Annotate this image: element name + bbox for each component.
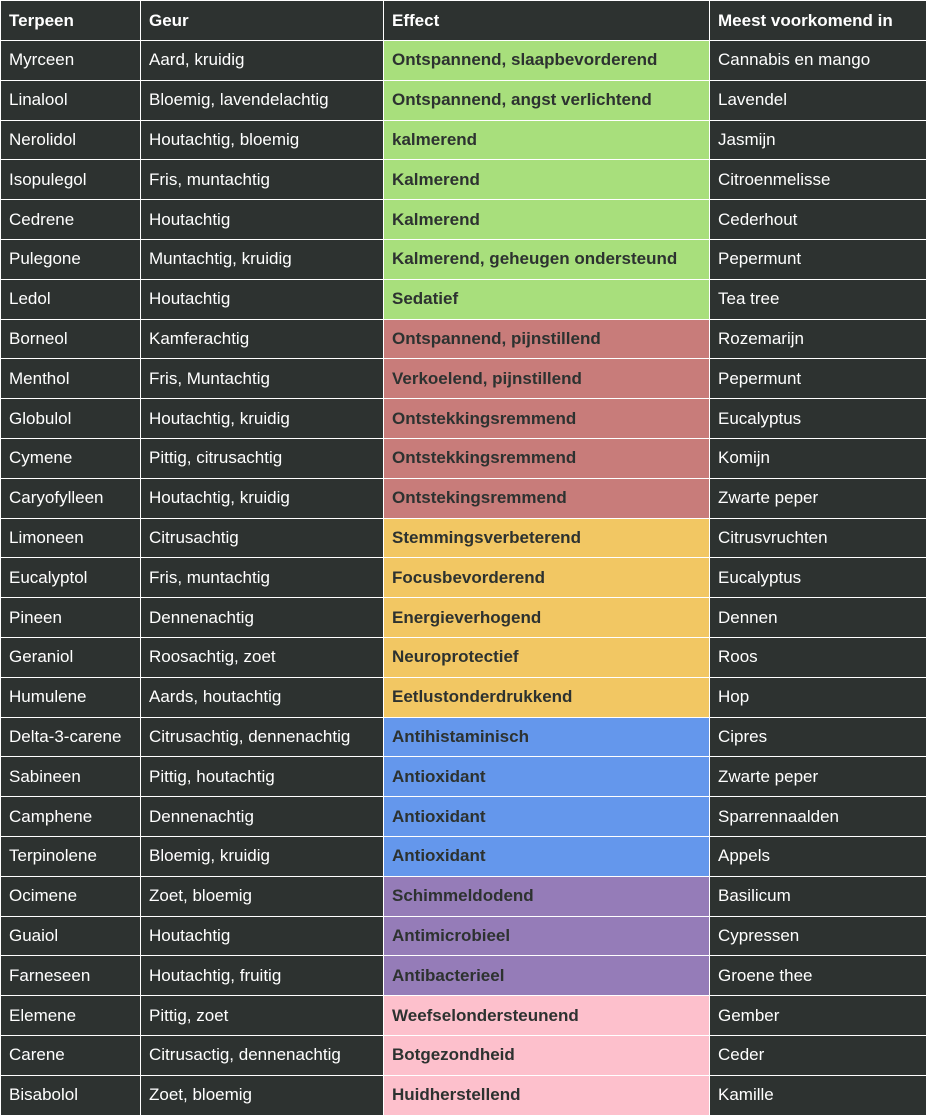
cell-terpeen: Guaiol [1,916,141,956]
cell-meest-voorkomend-in: Roos [710,637,926,677]
table-row [1,319,926,359]
table-row [1,239,926,279]
cell-geur: Bloemig, kruidig [141,836,384,876]
table-row [1,1075,926,1115]
cell-effect: Focusbevorderend [384,558,710,598]
cell-meest-voorkomend-in: Cederhout [710,200,926,240]
cell-terpeen: Isopulegol [1,160,141,200]
table-row [1,717,926,757]
cell-terpeen: Menthol [1,359,141,399]
cell-meest-voorkomend-in: Zwarte peper [710,757,926,797]
cell-meest-voorkomend-in: Eucalyptus [710,399,926,439]
cell-terpeen: Cedrene [1,200,141,240]
cell-terpeen: Farneseen [1,956,141,996]
cell-terpeen: Camphene [1,797,141,837]
table-row [1,996,926,1036]
cell-effect: Ontstekkingsremmend [384,399,710,439]
cell-effect: Energieverhogend [384,598,710,638]
cell-geur: Houtachtig [141,279,384,319]
cell-meest-voorkomend-in: Cypressen [710,916,926,956]
table-row [1,438,926,478]
cell-effect: Ontspannend, angst verlichtend [384,80,710,120]
cell-effect: kalmerend [384,120,710,160]
cell-effect: Eetlustonderdrukkend [384,677,710,717]
cell-terpeen: Linalool [1,80,141,120]
cell-effect: Antimicrobieel [384,916,710,956]
cell-geur: Kamferachtig [141,319,384,359]
cell-terpeen: Humulene [1,677,141,717]
cell-effect: Kalmerend [384,200,710,240]
header-row [1,1,926,41]
cell-meest-voorkomend-in: Appels [710,836,926,876]
table-row [1,637,926,677]
cell-geur: Citrusachtig, dennenachtig [141,717,384,757]
cell-meest-voorkomend-in: Cipres [710,717,926,757]
cell-geur: Aards, houtachtig [141,677,384,717]
cell-meest-voorkomend-in: Dennen [710,598,926,638]
cell-terpeen: Eucalyptol [1,558,141,598]
cell-meest-voorkomend-in: Pepermunt [710,359,926,399]
cell-meest-voorkomend-in: Basilicum [710,876,926,916]
cell-geur: Fris, muntachtig [141,160,384,200]
cell-meest-voorkomend-in: Eucalyptus [710,558,926,598]
cell-terpeen: Ledol [1,279,141,319]
cell-effect: Schimmeldodend [384,876,710,916]
cell-meest-voorkomend-in: Sparrennaalden [710,797,926,837]
cell-geur: Houtachtig, kruidig [141,478,384,518]
cell-meest-voorkomend-in: Kamille [710,1075,926,1115]
table-row [1,120,926,160]
cell-effect: Kalmerend [384,160,710,200]
cell-meest-voorkomend-in: Tea tree [710,279,926,319]
table-header [1,1,926,41]
header-meest-voorkomend-in: Meest voorkomend in [710,1,926,41]
cell-terpeen: Myrceen [1,41,141,81]
cell-geur: Dennenachtig [141,598,384,638]
cell-terpeen: Geraniol [1,637,141,677]
cell-terpeen: Ocimene [1,876,141,916]
table-row [1,558,926,598]
header-effect: Effect [384,1,710,41]
cell-effect: Ontstekingsremmend [384,478,710,518]
table-row [1,757,926,797]
cell-geur: Bloemig, lavendelachtig [141,80,384,120]
cell-geur: Dennenachtig [141,797,384,837]
cell-effect: Botgezondheid [384,1035,710,1075]
table-row [1,160,926,200]
header-geur: Geur [141,1,384,41]
cell-effect: Huidherstellend [384,1075,710,1115]
table-row [1,1035,926,1075]
table-row [1,797,926,837]
cell-meest-voorkomend-in: Zwarte peper [710,478,926,518]
cell-geur: Fris, Muntachtig [141,359,384,399]
cell-meest-voorkomend-in: Cannabis en mango [710,41,926,81]
cell-terpeen: Nerolidol [1,120,141,160]
cell-meest-voorkomend-in: Citrusvruchten [710,518,926,558]
table-row [1,677,926,717]
cell-effect: Verkoelend, pijnstillend [384,359,710,399]
table-row [1,41,926,81]
cell-effect: Stemmingsverbeterend [384,518,710,558]
cell-effect: Kalmerend, geheugen ondersteund [384,239,710,279]
cell-geur: Zoet, bloemig [141,876,384,916]
cell-geur: Citrusactig, dennenachtig [141,1035,384,1075]
cell-effect: Antioxidant [384,757,710,797]
cell-meest-voorkomend-in: Groene thee [710,956,926,996]
table-row [1,478,926,518]
cell-terpeen: Cymene [1,438,141,478]
cell-terpeen: Globulol [1,399,141,439]
cell-geur: Muntachtig, kruidig [141,239,384,279]
cell-terpeen: Limoneen [1,518,141,558]
cell-geur: Fris, muntachtig [141,558,384,598]
table-row [1,916,926,956]
cell-effect: Antioxidant [384,797,710,837]
cell-terpeen: Terpinolene [1,836,141,876]
cell-effect: Ontspannend, pijnstillend [384,319,710,359]
cell-terpeen: Borneol [1,319,141,359]
cell-effect: Weefselondersteunend [384,996,710,1036]
table-row [1,518,926,558]
cell-effect: Ontspannend, slaapbevorderend [384,41,710,81]
cell-geur: Aard, kruidig [141,41,384,81]
cell-terpeen: Delta-3-carene [1,717,141,757]
cell-meest-voorkomend-in: Jasmijn [710,120,926,160]
table-row [1,956,926,996]
table-body [1,41,926,1116]
header-terpeen: Terpeen [1,1,141,41]
cell-terpeen: Sabineen [1,757,141,797]
cell-meest-voorkomend-in: Rozemarijn [710,319,926,359]
cell-geur: Roosachtig, zoet [141,637,384,677]
cell-meest-voorkomend-in: Gember [710,996,926,1036]
cell-terpeen: Carene [1,1035,141,1075]
table-row [1,836,926,876]
cell-geur: Zoet, bloemig [141,1075,384,1115]
table-row [1,399,926,439]
cell-geur: Houtachtig [141,916,384,956]
cell-meest-voorkomend-in: Citroenmelisse [710,160,926,200]
cell-geur: Houtachtig, kruidig [141,399,384,439]
cell-effect: Antibacterieel [384,956,710,996]
cell-terpeen: Pulegone [1,239,141,279]
cell-effect: Sedatief [384,279,710,319]
table-row [1,359,926,399]
table-row [1,279,926,319]
cell-geur: Houtachtig, bloemig [141,120,384,160]
cell-terpeen: Pineen [1,598,141,638]
table-row [1,80,926,120]
cell-meest-voorkomend-in: Ceder [710,1035,926,1075]
cell-geur: Houtachtig [141,200,384,240]
cell-meest-voorkomend-in: Komijn [710,438,926,478]
cell-geur: Pittig, zoet [141,996,384,1036]
cell-terpeen: Bisabolol [1,1075,141,1115]
cell-meest-voorkomend-in: Lavendel [710,80,926,120]
cell-effect: Antihistaminisch [384,717,710,757]
cell-geur: Citrusachtig [141,518,384,558]
table-row [1,200,926,240]
cell-geur: Pittig, houtachtig [141,757,384,797]
cell-terpeen: Elemene [1,996,141,1036]
cell-effect: Antioxidant [384,836,710,876]
cell-terpeen: Caryofylleen [1,478,141,518]
table-row [1,876,926,916]
cell-effect: Ontstekkingsremmend [384,438,710,478]
table-row [1,598,926,638]
cell-effect: Neuroprotectief [384,637,710,677]
cell-geur: Pittig, citrusachtig [141,438,384,478]
cell-geur: Houtachtig, fruitig [141,956,384,996]
cell-meest-voorkomend-in: Hop [710,677,926,717]
cell-meest-voorkomend-in: Pepermunt [710,239,926,279]
